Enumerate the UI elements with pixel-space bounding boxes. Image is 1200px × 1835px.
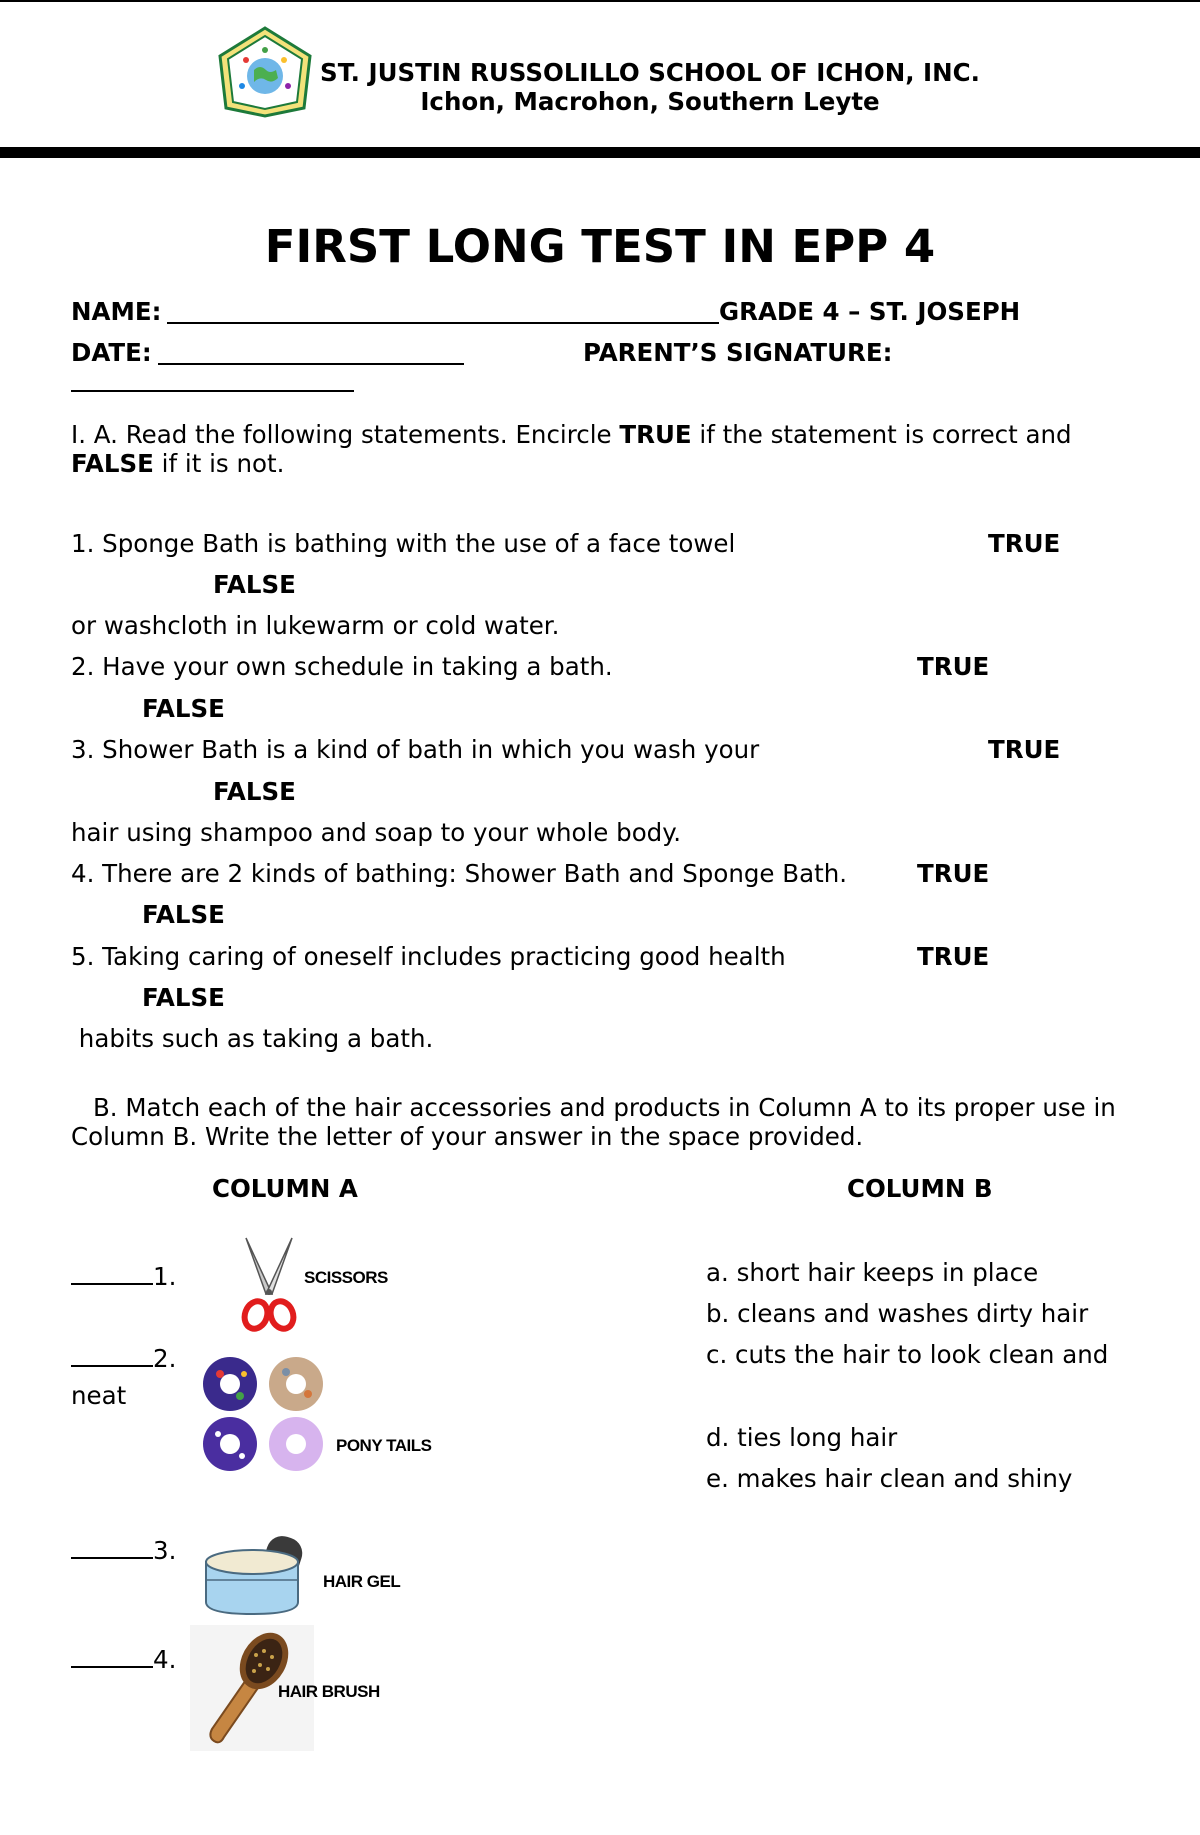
- school-name: ST. JUSTIN RUSSOLILLO SCHOOL OF ICHON, INC.: [320, 58, 980, 87]
- answer-blank-1[interactable]: [71, 1261, 153, 1285]
- item-5-true[interactable]: TRUE: [917, 942, 990, 971]
- hair-gel-icon: [202, 1532, 312, 1618]
- part-a-instruction: [71, 420, 1131, 478]
- scissors-icon: [236, 1236, 302, 1332]
- item-3-false[interactable]: FALSE: [213, 777, 296, 806]
- item-number: 3.: [153, 1536, 177, 1565]
- instruction-text: if the statement is correct and: [691, 420, 1072, 449]
- column-a-header: COLUMN A: [212, 1174, 358, 1203]
- item-1-text-cont: or washcloth in lukewarm or cold water.: [71, 611, 560, 640]
- item-3-true[interactable]: TRUE: [988, 735, 1061, 764]
- instruction-text: I. A. Read the following statements. Encircle: [71, 420, 620, 449]
- item-3-text: 3. Shower Bath is a kind of bath in which you wash your: [71, 735, 760, 764]
- answer-blank-2[interactable]: [71, 1343, 153, 1367]
- ponytails-icon: [200, 1352, 328, 1476]
- item-2-true[interactable]: TRUE: [917, 652, 990, 681]
- item-2-false[interactable]: FALSE: [142, 694, 225, 723]
- item-4-true[interactable]: TRUE: [917, 859, 990, 888]
- column-a-item-1: [71, 1261, 176, 1290]
- item-5-text-cont: habits such as taking a bath.: [71, 1024, 434, 1053]
- answer-blank-3[interactable]: [71, 1535, 153, 1559]
- parent-signature-field[interactable]: [71, 390, 354, 392]
- part-b-instruction: B. Match each of the hair accessories and products in Column A to its proper use in Column B. Write the letter of your answer in the space provided.: [71, 1093, 1116, 1151]
- item-5-text: 5. Taking caring of oneself includes practicing good health: [71, 942, 786, 971]
- instruction-text: if it is not.: [153, 449, 285, 478]
- header-rule: [0, 147, 1200, 158]
- item-2-overflow: neat: [71, 1381, 127, 1410]
- item-2-text: 2. Have your own schedule in taking a bath.: [71, 652, 613, 681]
- name-field[interactable]: [167, 322, 719, 324]
- instruction-false: FALSE: [71, 449, 154, 478]
- column-b-item-b: b. cleans and washes dirty hair: [706, 1299, 1089, 1328]
- parent-signature-label: PARENT’S SIGNATURE:: [583, 338, 893, 367]
- column-b-item-e: e. makes hair clean and shiny: [706, 1464, 1073, 1493]
- item-number: 1.: [153, 1262, 177, 1291]
- item-1-text: 1. Sponge Bath is bathing with the use of a face towel: [71, 529, 736, 558]
- grade-label: GRADE 4 – ST. JOSEPH: [719, 297, 1021, 326]
- answer-blank-4[interactable]: [71, 1644, 153, 1668]
- item-5-false[interactable]: FALSE: [142, 983, 225, 1012]
- item-1-false[interactable]: FALSE: [213, 570, 296, 599]
- school-header: [300, 58, 1000, 116]
- top-border: [0, 0, 1200, 2]
- date-field[interactable]: [158, 363, 464, 365]
- item-3-text-cont: hair using shampoo and soap to your whole body.: [71, 818, 682, 847]
- item-1-true[interactable]: TRUE: [988, 529, 1061, 558]
- item-4-text: 4. There are 2 kinds of bathing: Shower Bath and Sponge Bath.: [71, 859, 848, 888]
- column-b-header: COLUMN B: [847, 1174, 993, 1203]
- column-b-item-a: a. short hair keeps in place: [706, 1258, 1039, 1287]
- hair-gel-label: HAIR GEL: [323, 1572, 401, 1591]
- ponytails-label: PONY TAILS: [336, 1436, 432, 1455]
- column-a-item-4: [71, 1644, 176, 1673]
- scissors-label: SCISSORS: [304, 1268, 388, 1287]
- column-a-item-3: [71, 1535, 176, 1564]
- column-a-item-2: [71, 1343, 176, 1372]
- column-b-item-d: d. ties long hair: [706, 1423, 898, 1452]
- item-number: 4.: [153, 1645, 177, 1674]
- column-b-item-c: c. cuts the hair to look clean and: [706, 1340, 1109, 1369]
- instruction-true: TRUE: [619, 420, 692, 449]
- hair-brush-label: HAIR BRUSH: [278, 1682, 380, 1701]
- name-label: NAME:: [71, 297, 162, 326]
- date-label: DATE:: [71, 338, 152, 367]
- item-number: 2.: [153, 1344, 177, 1373]
- school-address: Ichon, Macrohon, Southern Leyte: [420, 87, 880, 116]
- item-4-false[interactable]: FALSE: [142, 900, 225, 929]
- page-title: FIRST LONG TEST IN EPP 4: [264, 220, 936, 273]
